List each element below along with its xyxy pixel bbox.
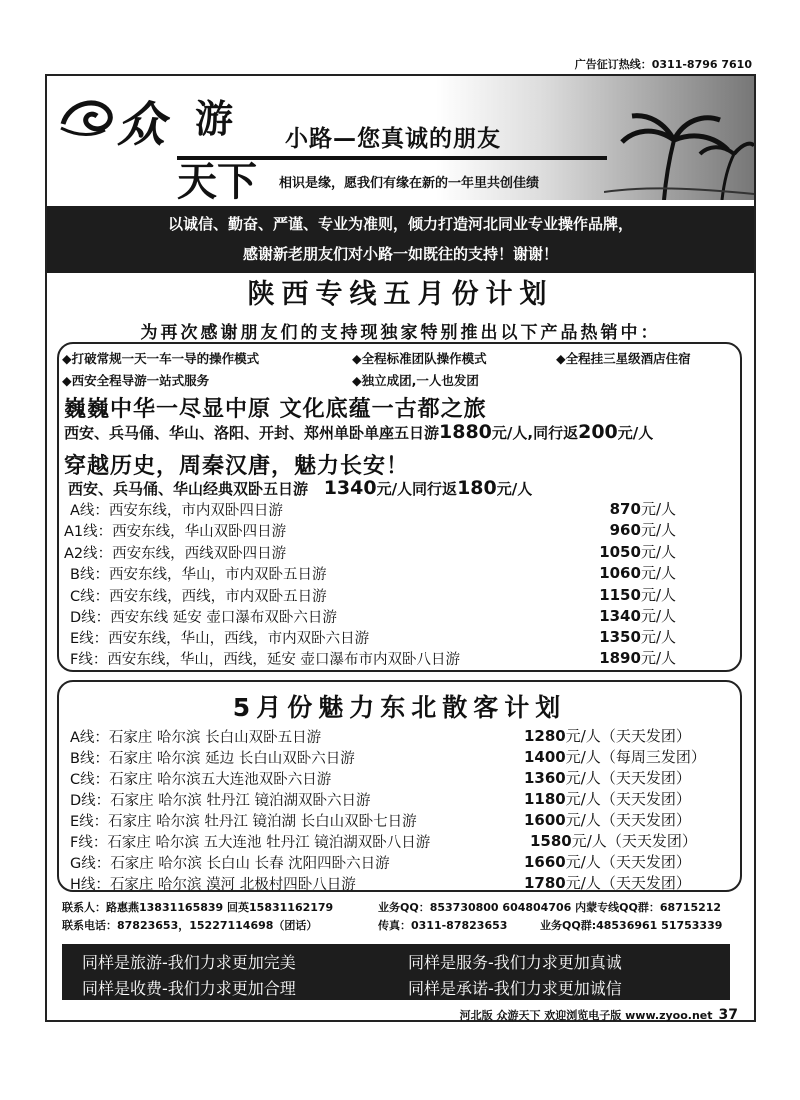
motto: 相识是缘，愿我们有缘在新的一年里共创佳绩 [279,176,540,191]
schedule: （天天发团） [606,832,697,850]
route-desc: 石家庄 哈尔滨 漠河 北极村四卧八日游 [109,877,356,893]
price-unit: 元/人 [640,586,676,604]
route-desc: 石家庄 哈尔滨 延边 长白山双卧六日游 [108,751,355,767]
brand-you: 游 [195,96,234,141]
route-code: B线： [70,751,109,767]
price-value: 1350 [599,628,641,646]
contact-fax: 传真：0311-87823653 [378,919,508,932]
footer-text: 河北版 众游天下 欢迎浏览电子版 www.zyoo.net [459,1009,713,1022]
price-value: 1600 [524,811,566,829]
route-code: F线： [70,652,108,668]
route-desc: 西安东线，市内双卧四日游 [108,503,283,519]
tour-1 [64,421,653,443]
route-desc: 石家庄 哈尔滨 长白山双卧五日游 [108,730,322,746]
mission-bar [47,206,754,273]
price-unit: 元/人 [640,649,676,667]
price-value: 1890 [599,649,641,667]
promise-item: 同样是旅游-我们力求更加完美 [82,953,296,972]
tour-2 [68,477,532,499]
route-desc: 石家庄 哈尔滨 牡丹江 镜泊湖双卧六日游 [110,793,371,809]
route-desc: 石家庄 哈尔滨 五大连池 牡丹江 镜泊湖双卧八日游 [107,835,431,851]
schedule: （每周三发团） [600,748,706,766]
ne-route-price [524,872,691,893]
ne-route-price [524,788,691,809]
route-code: A线： [70,503,109,519]
contact-phone: 联系电话：87823653，15227114698（团话） [62,919,318,932]
mission-line-1: 以诚信、勤奋、严谨、专业为准则，倾力打造河北同业专业操作品牌， [167,215,633,233]
route-code: B线： [70,567,109,583]
price-value: 1780 [524,874,566,892]
price-value: 1180 [524,790,566,808]
ne-route-price [530,830,697,851]
ne-route-row [70,873,356,894]
tour-2-price: 1340 [323,477,377,499]
price-unit: 元/人 [565,811,601,829]
route-price [556,519,676,540]
price-value: 1060 [599,564,641,582]
brand-tian: 天下 [177,158,257,200]
promise-bar [62,944,730,1000]
route-code: G线： [70,856,111,872]
price-unit: 元/人 [640,607,676,625]
tour-2-text: 西安、兵马俑、华山经典双卧五日游 [68,480,309,498]
tour-2-unit: 元/人同行返 [376,480,458,498]
route-desc: 西安东线，华山双卧四日游 [112,524,287,540]
ne-route-row [70,831,430,852]
page-number: 37 [718,1007,738,1023]
ne-route-row [70,852,390,873]
feature-item: ◆西安全程导游一站式服务 [62,373,210,388]
route-desc: 石家庄 哈尔滨 长白山 长春 沈阳四卧六日游 [110,856,390,872]
route-price [556,498,676,519]
shaanxi-title: 陕西专线五月份计划 [247,279,554,310]
ne-route-row [70,726,321,747]
route-desc: 石家庄 哈尔滨五大连池双卧六日游 [109,772,332,788]
tour-2-rebate: 180 [457,477,497,499]
route-desc: 西安东线 延安 壶口瀑布双卧六日游 [110,610,337,626]
price-unit: 元/人 [565,769,601,787]
ne-route-row [70,747,355,768]
contact-qq: 业务QQ：853730800 604804706 内蒙专线QQ群：68715212 [378,901,722,914]
schedule: （天天发团） [600,853,691,871]
route-price [556,562,676,583]
contact-qq-group: 业务QQ群:48536961 51753339 [540,919,723,932]
route-code: A2线： [64,546,113,562]
contact-people: 联系人：路惠燕13831165839 回英15831162179 [62,901,334,914]
ne-route-row [70,768,331,789]
mission-line-2: 感谢新老朋友们对小路一如既往的支持！谢谢！ [242,245,558,263]
route-code: E线： [70,631,109,647]
route-desc: 西安东线，华山，西线，延安 壶口瀑布市内双卧八日游 [107,652,460,668]
route-desc: 西安东线，华山，市内双卧五日游 [108,567,327,583]
tour-1-unit: 元/人,同行返 [491,424,579,442]
route-desc: 西安东线，西线，市内双卧五日游 [109,589,327,605]
price-value: 1400 [524,748,566,766]
schedule: （天天发团） [600,769,691,787]
brand-zhong: 众 [117,97,166,153]
price-unit: 元/人 [640,500,676,518]
promise-item: 同样是服务-我们力求更加真诚 [408,953,622,972]
tour-1-rebate: 200 [578,421,618,443]
route-row [70,563,326,584]
northeast-title: 5月份魅力东北散客计划 [232,693,567,722]
price-unit: 元/人 [640,543,676,561]
route-code: C线： [70,589,110,605]
tour-2-rebate-unit: 元/人 [496,480,533,498]
schedule: （天天发团） [600,811,691,829]
ne-route-row [70,810,417,831]
route-code: A1线： [64,524,113,540]
route-row [70,627,369,648]
price-value: 1150 [599,586,641,604]
price-value: 1360 [524,769,566,787]
route-desc: 石家庄 哈尔滨 牡丹江 镜泊湖 长白山双卧七日游 [108,814,417,830]
slogan: 小路—您真诚的朋友 [285,126,501,152]
route-desc: 西安东线，西线双卧四日游 [112,546,287,562]
price-value: 1580 [530,832,572,850]
price-unit: 元/人 [565,748,601,766]
promise-item: 同样是承诺-我们力求更加诚信 [408,979,622,998]
feature-item: ◆独立成团,一人也发团 [352,373,479,388]
route-row [64,542,286,563]
price-value: 960 [609,521,641,539]
price-unit: 元/人 [565,853,601,871]
headline-1: 巍巍中华一尽显中原 文化底蕴一古都之旅 [64,397,487,422]
route-price [556,541,676,562]
feature-item: ◆打破常规一天一车一导的操作模式 [62,351,260,366]
promise-item: 同样是收费-我们力求更加合理 [82,979,296,998]
footer [460,1007,738,1023]
header-banner [47,76,754,200]
schedule: （天天发团） [600,790,691,808]
price-unit: 元/人 [640,564,676,582]
price-unit: 元/人 [565,790,601,808]
ne-route-price [524,725,691,746]
tour-1-price: 1880 [439,421,492,443]
ne-route-price [524,767,691,788]
price-value: 1050 [599,543,641,561]
tour-1-rebate-unit: 元/人 [617,424,654,442]
tour-1-text: 西安、兵马俑、华山、洛阳、开封、郑州单卧单座五日游 [64,424,440,442]
route-code: C线： [70,772,110,788]
route-row [70,499,283,520]
price-value: 1280 [524,727,566,745]
route-price [556,647,676,668]
price-value: 870 [609,500,641,518]
price-unit: 元/人 [640,521,676,539]
ne-route-row [70,789,371,810]
headline-2: 穿越历史，周秦汉唐，魅力长安！ [64,454,410,479]
route-price [556,605,676,626]
price-unit: 元/人 [571,832,607,850]
route-row [64,520,286,541]
route-price [556,626,676,647]
schedule: （天天发团） [600,874,691,892]
ne-route-price [524,809,691,830]
price-value: 1660 [524,853,566,871]
price-unit: 元/人 [640,628,676,646]
schedule: （天天发团） [600,727,691,745]
ne-route-price [524,851,691,872]
price-unit: 元/人 [565,874,601,892]
feature-item: ◆全程挂三星级酒店住宿 [556,351,691,366]
route-row [70,585,327,606]
route-code: F线： [70,835,108,851]
ne-route-price [524,746,706,767]
feature-item: ◆全程标准团队操作模式 [352,351,487,366]
ad-hotline: 广告征订热线：0311-8796 7610 [574,58,752,71]
route-desc: 西安东线，华山，西线，市内双卧六日游 [108,631,370,647]
route-code: D线： [70,610,111,626]
route-row [70,648,460,669]
shaanxi-subtitle: 为再次感谢朋友们的支持现独家特别推出以下产品热销中： [140,323,661,343]
palm-tree-icon [604,96,754,200]
route-price [556,584,676,605]
route-code: D线： [70,793,111,809]
route-code: E线： [70,814,109,830]
route-code: A线： [70,730,109,746]
swirl-logo-icon [59,94,117,140]
price-value: 1340 [599,607,641,625]
route-code: H线： [70,877,110,893]
price-unit: 元/人 [565,727,601,745]
route-row [70,606,337,627]
